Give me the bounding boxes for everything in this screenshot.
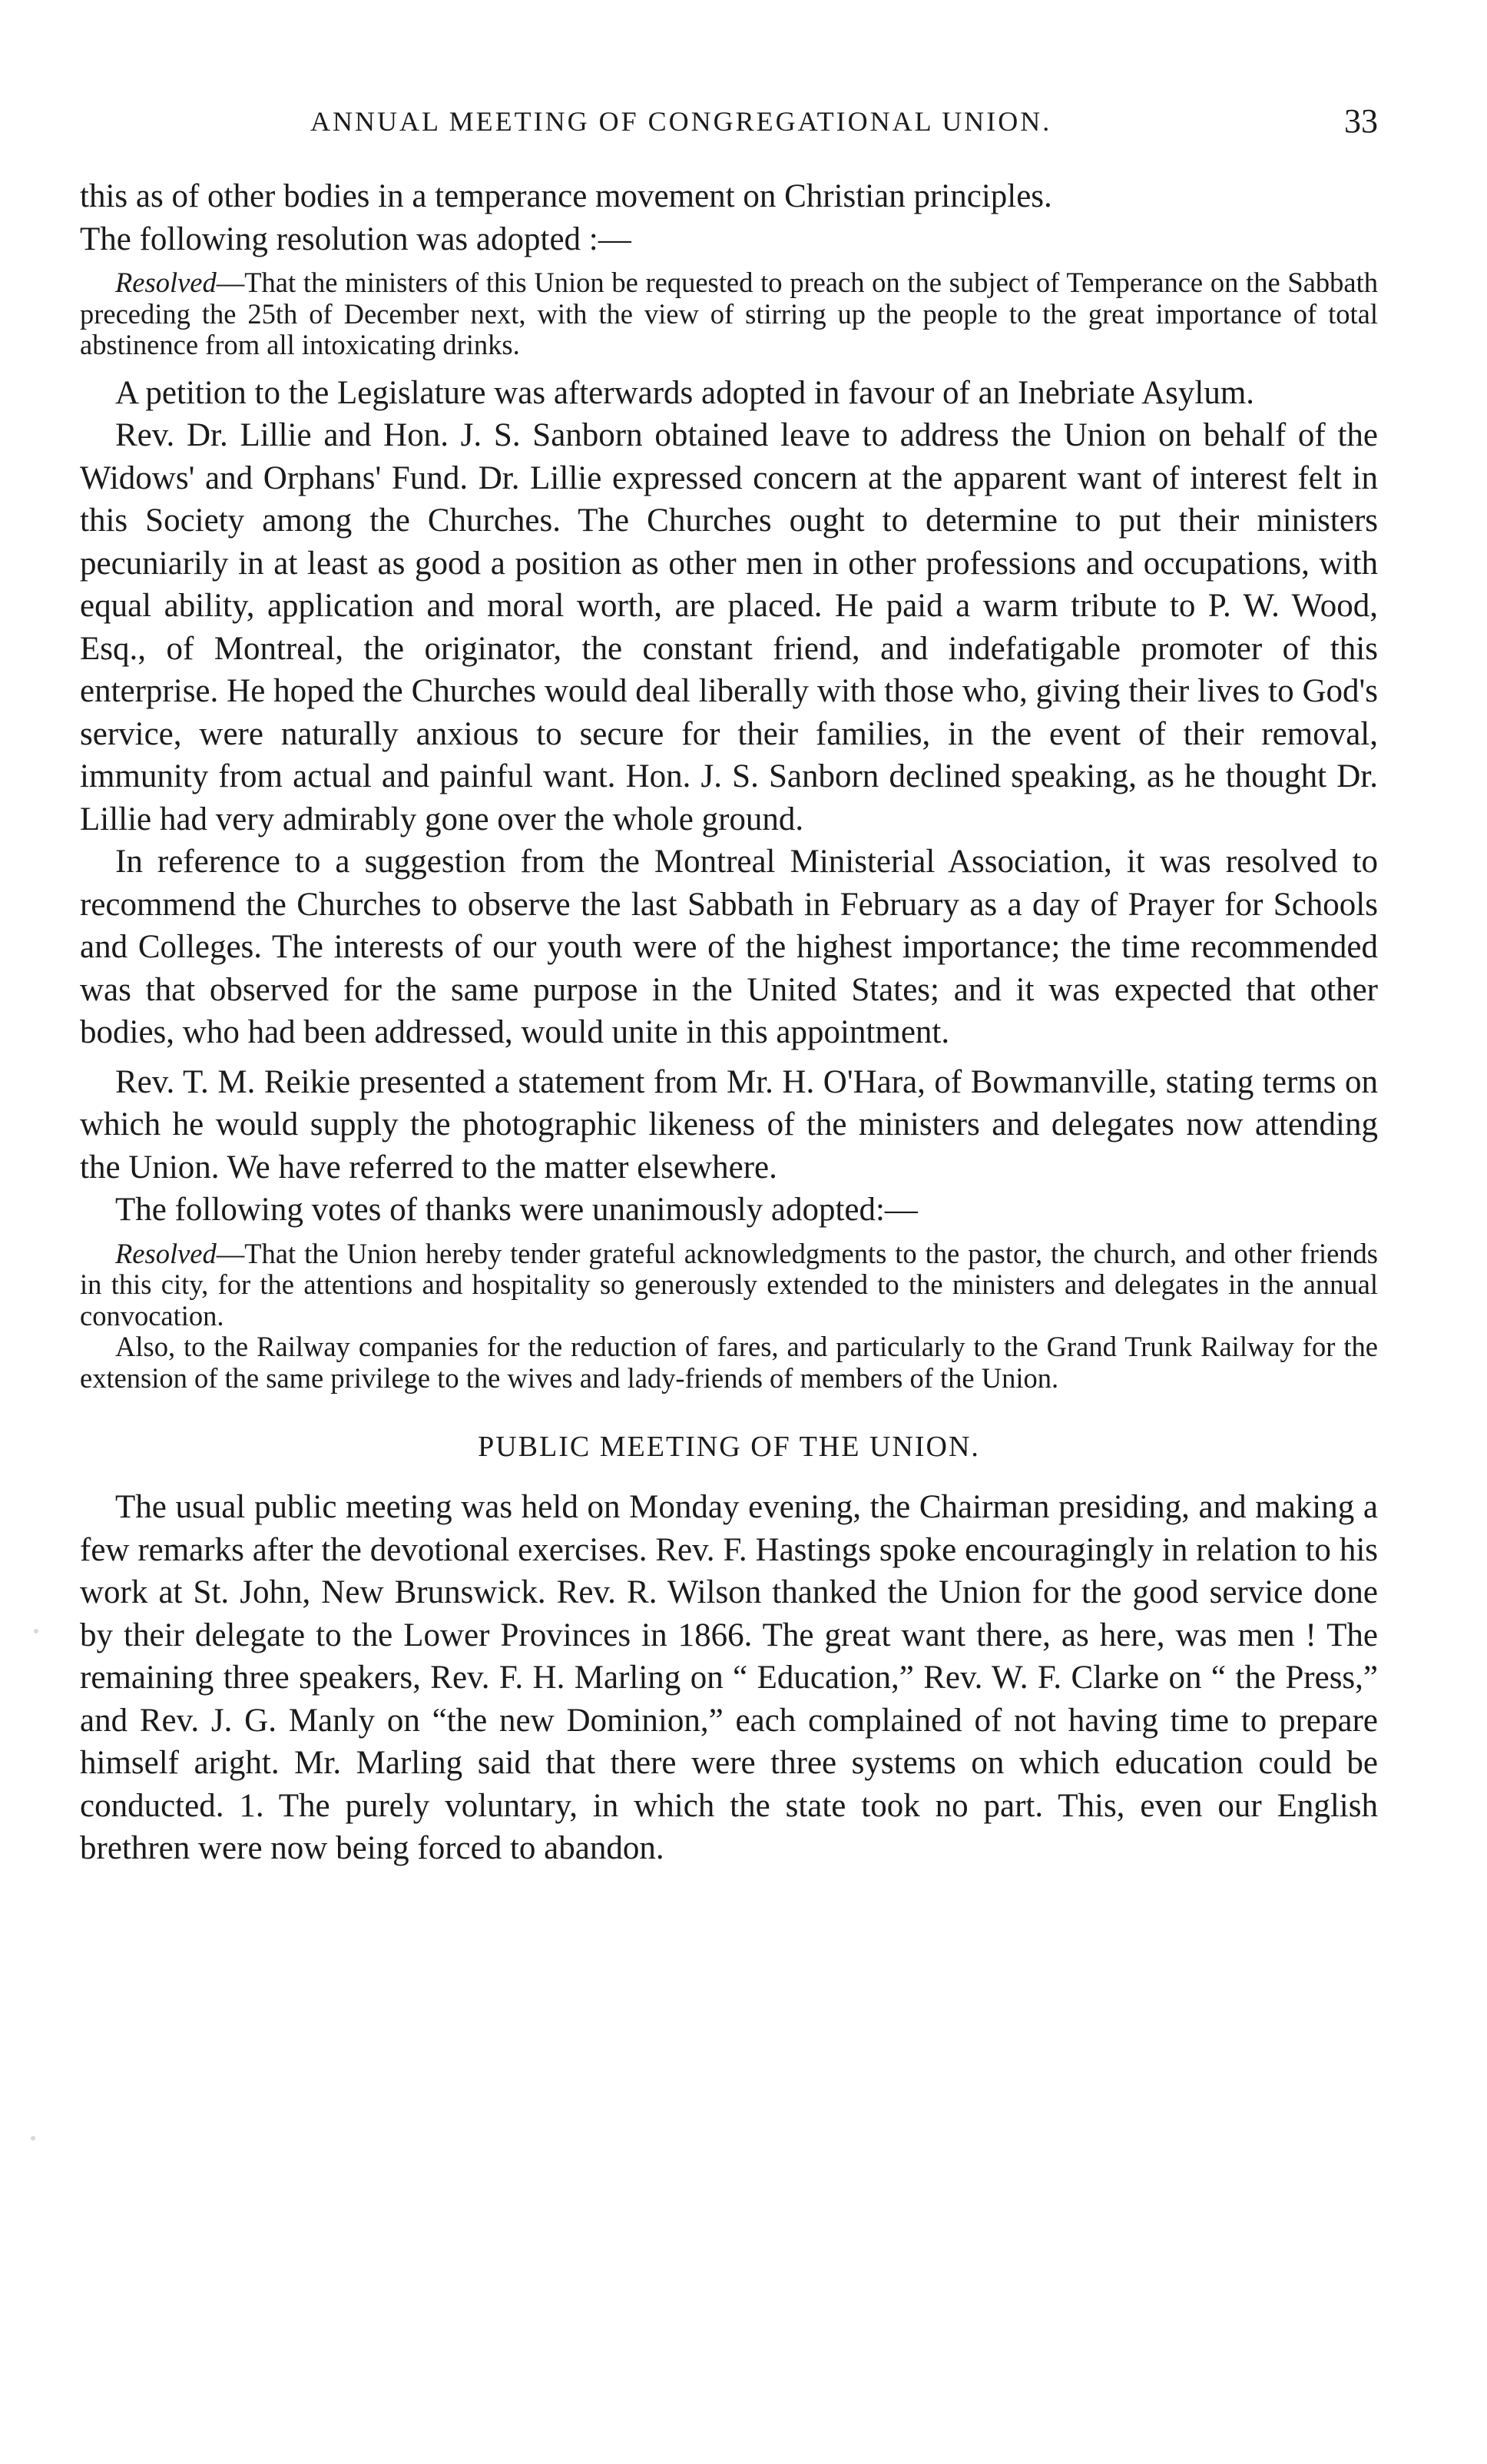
- resolution-text: —That the Union hereby tender grateful acknowledgments to the pastor, the church, and other friends in this city, for the attentions and hospitality so generously extended to the ministers and delegates in the annual convocation.: [80, 1237, 1378, 1331]
- resolved-label: Resolved: [115, 267, 217, 298]
- running-head: [80, 98, 1378, 144]
- resolution-text: —That the ministers of this Union be requested to preach on the subject of Temperance on the Sabbath preceding the 25th of December next, with the view of stirring up the people to the great importance of total abstinence from all intoxicating drinks.: [80, 267, 1378, 360]
- paragraph-continuation: this as of other bodies in a temperance movement on Christian principles.: [80, 178, 1052, 214]
- paragraph-railway-thanks: Also, to the Railway companies for the reduction of fares, and particularly to the Grand Trunk Railway for the extension of the same privilege to the wives and lady-friends of members of the Union.: [80, 1331, 1378, 1394]
- paragraph-resolution-intro: The following resolution was adopted :—: [80, 221, 631, 257]
- scan-speck: [31, 2136, 35, 2141]
- paragraph-widows-fund: Rev. Dr. Lillie and Hon. J. S. Sanborn obtained leave to address the Union on behalf of the Widows' and Orphans' Fund. Dr. Lillie expressed concern at the apparent want of interest felt in this Society among the Churches. The Churches ought to determine to put their ministers pecuniarily in at least as good a position as other men in other professions and occupations, with equal ability, application and moral worth, are placed. He paid a warm tribute to P. W. Wood, Esq., of Montreal, the originator, the constant friend, and indefatigable promoter of this enterprise. He hoped the Churches would deal liberally with those who, giving their lives to God's service, were naturally anxious to secure for their families, in the event of their removal, immunity from actual and painful want. Hon. J. S. Sanborn declined speaking, as he thought Dr. Lillie had very admirably gone over the whole ground.: [80, 417, 1378, 837]
- page-number: 33: [1344, 102, 1378, 140]
- paragraph-public-meeting: The usual public meeting was held on Monday evening, the Chairman presiding, and making a few remarks after the devotional exercises. Rev. F. Hastings spoke encouragingly in relation to his work at St. John, New Brunswick. Rev. R. Wilson thanked the Union for the good service done by their delegate to the Lower Provinces in 1866. The great want there, as here, was men ! The remaining three speakers, Rev. F. H. Marling on “ Education,” Rev. W. F. Clarke on “ the Press,” and Rev. J. G. Manly on “the new Dominion,” each complained of not having time to prepare himself aright. Mr. Marling said that there were three systems on which education could be conducted. 1. The purely voluntary, in which the state took no part. This, even our English brethren were now being forced to abandon.: [80, 1489, 1378, 1866]
- paragraph-votes-of-thanks: The following votes of thanks were unanimously adopted:—: [115, 1192, 918, 1228]
- section-heading: PUBLIC MEETING OF THE UNION.: [478, 1431, 980, 1463]
- resolution-temperance: [80, 267, 1378, 361]
- text-column: [80, 175, 1378, 1870]
- resolution-thanks: [80, 1239, 1378, 1332]
- paragraph-photographic-likeness: Rev. T. M. Reikie presented a statement from Mr. H. O'Hara, of Bowmanville, stating terms on which he would supply the photographic likeness of the ministers and delegates now attending the Union. We have referred to the matter elsewhere.: [80, 1063, 1378, 1186]
- paragraph-petition: A petition to the Legislature was afterwards adopted in favour of an Inebriate Asylum.: [115, 374, 1255, 411]
- resolved-label: Resolved: [115, 1237, 217, 1269]
- paragraph-day-of-prayer: In reference to a suggestion from the Montreal Ministerial Association, it was resolved to recommend the Churches to observe the last Sabbath in February as a day of Prayer for Schools and Colleges. The interests of our youth were of the highest importance; the time recommended was that observed for the same purpose in the United States; and it was expected that other bodies, who had been addressed, would unite in this appointment.: [80, 844, 1378, 1050]
- scan-speck: [34, 1629, 38, 1633]
- running-title: ANNUAL MEETING OF CONGREGATIONAL UNION.: [310, 106, 1052, 137]
